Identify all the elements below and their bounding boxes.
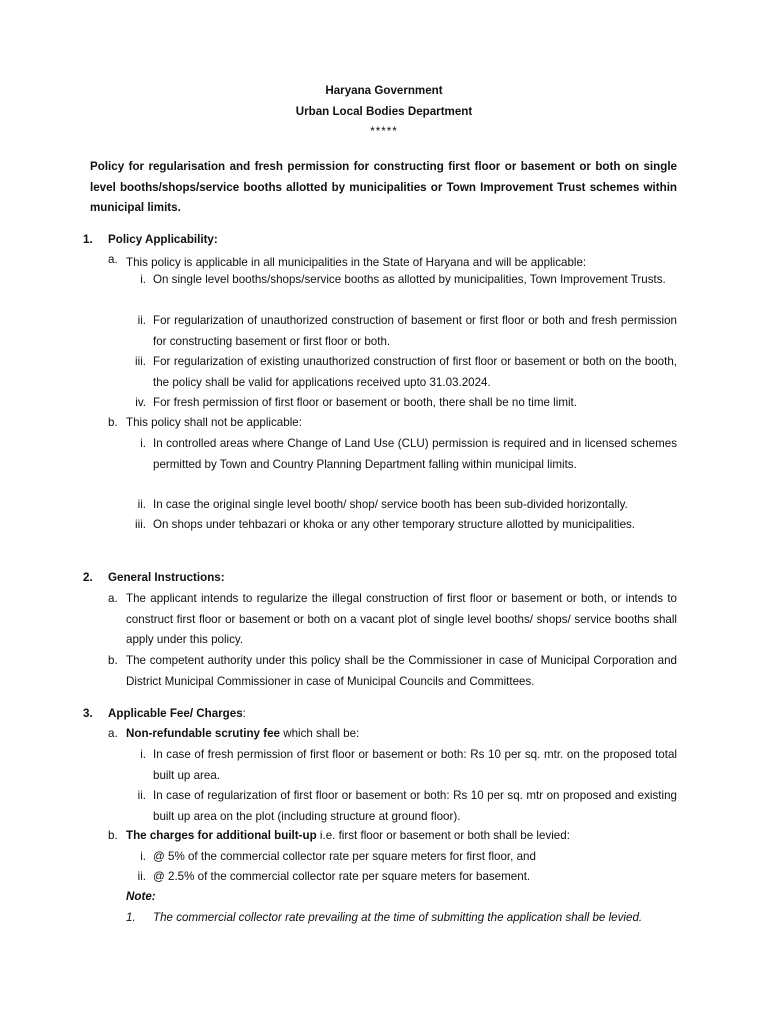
roman-number: i. [140,437,146,450]
roman-number: iii. [135,355,146,368]
list-label: a. [108,727,118,740]
sub-item-text: For fresh permission of first floor or basement or booth, there shall be no time limit. [153,396,577,409]
note-heading: Note: [126,890,156,903]
additional-charges-label: The charges for additional built-up [126,829,317,842]
roman-number: ii. [137,870,146,883]
list-label: a. [108,253,118,266]
list-item-text: The competent authority under this policy shall be the Commissioner in case of Municipal Corporation and District Municipal Commissioner in case of Municipal Councils and Committees. [126,654,677,688]
list-item-text [126,826,677,847]
scrutiny-fee-label: Non-refundable scrutiny fee [126,727,280,740]
section-heading-text: Applicable Fee/ Charges [108,707,243,720]
list-label: b. [108,829,118,842]
roman-number: i. [140,273,146,286]
section-heading: General Instructions: [108,571,225,584]
scrutiny-fee-text: which shall be: [279,727,360,740]
list-label: b. [108,416,118,429]
roman-number: iv. [135,396,146,409]
section-number: 3. [83,707,93,720]
list-item-text: This policy is applicable in all municipalities in the State of Haryana and will be applicable: [126,256,587,269]
additional-charges-text: i.e. first floor or basement or both shall be levied: [316,829,570,842]
section-number: 1. [83,233,93,246]
government-title: Haryana Government [325,84,443,97]
sub-item-text: On shops under tehbazari or khoka or any other temporary structure allotted by municipalities. [153,518,636,531]
sub-item-text: @ 5% of the commercial collector rate per square meters for first floor, and [153,850,536,863]
section-number: 2. [83,571,93,584]
roman-number: i. [140,850,146,863]
list-item-text [126,724,677,745]
note-text: The commercial collector rate prevailing at the time of submitting the application shall be levied. [153,911,643,924]
policy-title: Policy for regularisation and fresh permission for constructing first floor or basement or both on single level booths/shops/service booths allotted by municipalities or Town Improvement Trust schemes within municipal limits. [90,160,677,214]
sub-item-text: On single level booths/shops/service booths as allotted by municipalities, Town Improvement Trusts. [153,273,666,286]
section-heading [108,707,246,720]
list-label: b. [108,654,118,667]
sub-item-text: In case of regularization of first floor or basement or both: Rs 10 per sq. mtr on proposed and existing built up area on the plot (including structure at ground floor). [153,789,677,823]
sub-item-text: In controlled areas where Change of Land Use (CLU) permission is required and in licensed schemes permitted by Town and Country Planning Department falling within municipal limits. [153,437,677,471]
sub-item-text: In case of fresh permission of first floor or basement or both: Rs 10 per sq. mtr. on the proposed total built up area. [153,748,677,782]
sub-item-text: For regularization of existing unauthorized construction of first floor or basement or both on the booth, the policy shall be valid for applications received upto 31.03.2024. [153,355,677,389]
list-item-text: This policy shall not be applicable: [126,416,302,429]
roman-number: ii. [137,314,146,327]
list-item-text: The applicant intends to regularize the illegal construction of first floor or basement or both, or intends to construct first floor or basement or both on a vacant plot of single level booths/ shops/ service booths shall apply under this policy. [126,592,677,646]
heading-colon: : [242,707,246,720]
sub-item-text: @ 2.5% of the commercial collector rate per square meters for basement. [153,870,531,883]
roman-number: i. [140,748,146,761]
section-heading: Policy Applicability: [108,233,218,246]
roman-number: ii. [137,789,146,802]
note-number: 1. [126,911,136,924]
sub-item-text: In case the original single level booth/ shop/ service booth has been sub-divided horizontally. [153,498,628,511]
roman-number: iii. [135,518,146,531]
sub-item-text: For regularization of unauthorized construction of basement or first floor or both and fresh permission for constructing basement or first floor or both. [153,314,677,348]
department-title: Urban Local Bodies Department [295,105,473,118]
header-separator: ***** [370,125,398,138]
list-label: a. [108,592,118,605]
roman-number: ii. [137,498,146,511]
